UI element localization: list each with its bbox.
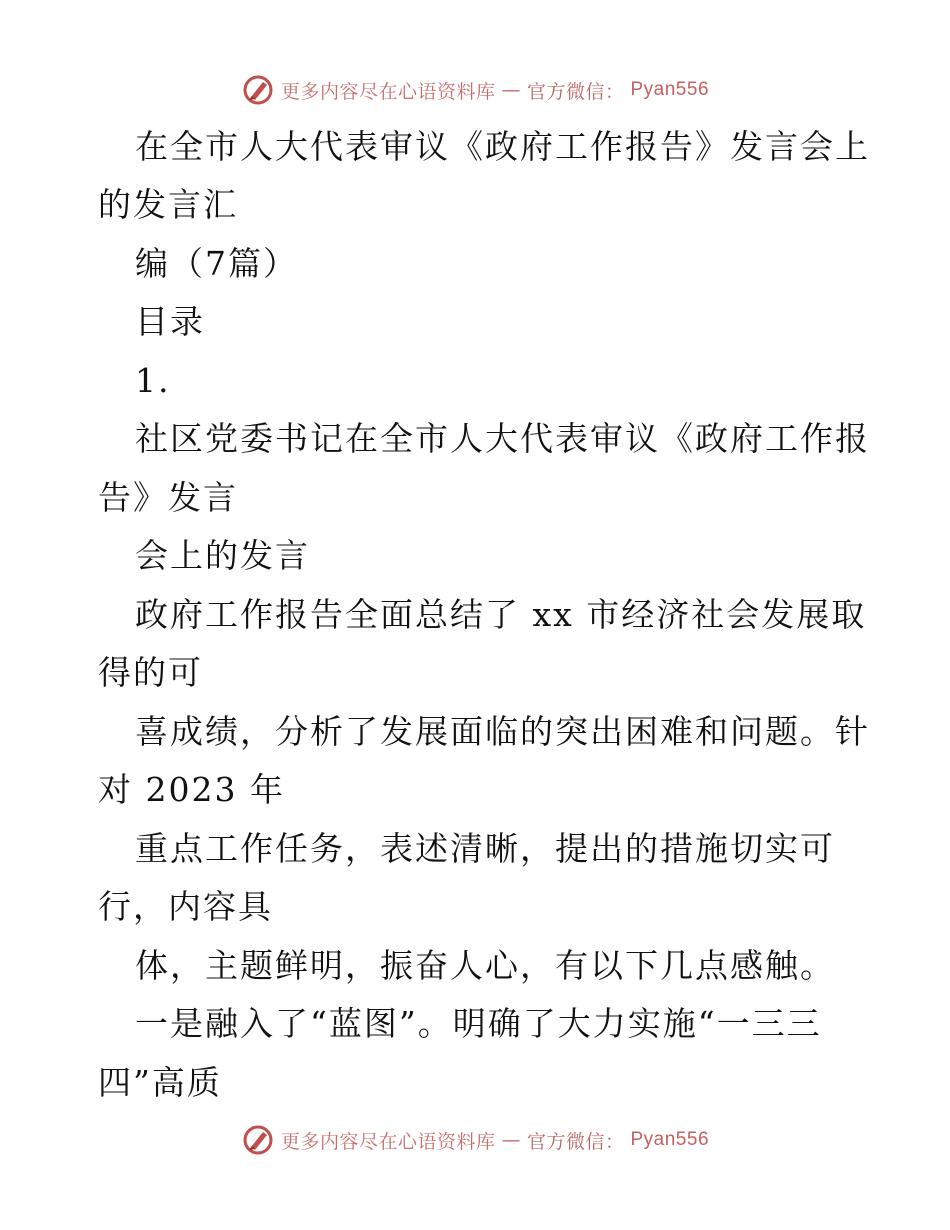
watermark-header [0,70,950,110]
paragraph-line: 重点工作任务，表述清晰，提出的措施切实可 [135,829,835,868]
toc-number: 1. [135,361,171,400]
title-line-3: 编（7篇） [135,244,298,283]
paragraph-line: 政府工作报告全面总结了 xx 市经济社会发展取 [135,595,867,634]
watermark-dash: — [501,79,521,101]
watermark-wechat-label: 官方微信： [526,80,625,103]
watermark-text: 更多内容尽在心语资料库 [280,1130,496,1153]
watermark-dash: — [501,1129,521,1151]
toc-entry-line-3: 会上的发言 [135,536,310,575]
paragraph-line: 体，主题鲜明，振奋人心，有以下几点感触。 [135,946,835,985]
toc-entry-line-1: 社区党委书记在全市人大代表审议《政府工作报 [135,419,870,458]
paragraph-line: 一是融入了“蓝图”。明确了大力实施“一三三 [135,1004,822,1043]
pen-logo-icon [241,1123,275,1157]
paragraph-line: 对 2023 年 [98,770,285,809]
paragraph-line: 四”高质 [98,1063,222,1102]
watermark-wechat-label: 官方微信： [526,1130,625,1153]
paragraph-line: 得的可 [98,653,203,692]
toc-entry-line-2: 告》发言 [98,478,238,517]
watermark-footer [0,1120,950,1160]
pen-logo-icon [241,73,275,107]
toc-heading: 目录 [135,302,205,341]
title-line-1: 在全市人大代表审议《政府工作报告》发言会上 [135,127,870,166]
watermark-wechat-id: Pyan556 [630,1129,710,1150]
title-line-2: 的发言汇 [98,185,238,224]
paragraph-line: 喜成绩，分析了发展面临的突出困难和问题。针 [135,712,870,751]
watermark-text: 更多内容尽在心语资料库 [280,80,496,103]
paragraph-line: 行，内容具 [98,887,273,926]
watermark-wechat-id: Pyan556 [630,79,710,100]
